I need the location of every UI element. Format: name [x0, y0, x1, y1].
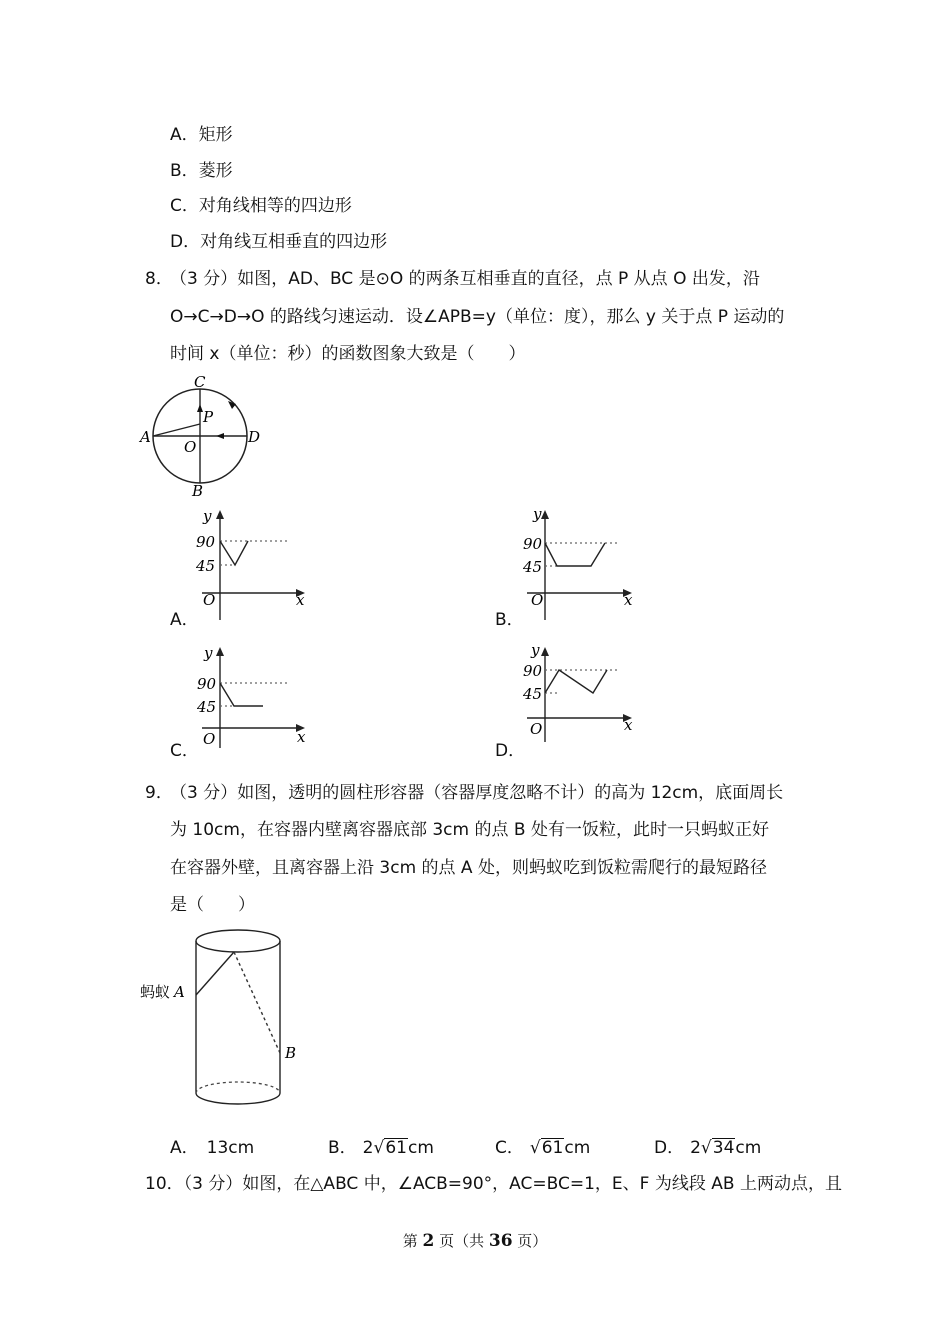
segment-ap: [153, 424, 200, 436]
q9-line3: 在容器外壁，且离容器上沿 3cm 的点 A 处，则蚂蚁吃到饭粒需爬行的最短路径: [170, 858, 767, 878]
q9-option-d: D． 2√34cm: [654, 1138, 762, 1158]
arrow-left-icon: [216, 433, 224, 439]
q8-option-c-label: C．: [170, 741, 199, 761]
svg-text:45: 45: [197, 698, 217, 716]
svg-text:45: 45: [196, 557, 216, 575]
graph-curve: [545, 670, 607, 693]
q9-option-c: C． √61cm: [495, 1138, 591, 1158]
label-b: B: [192, 482, 204, 500]
q10-line1: 10．（3 分）如图，在△ABC 中，∠ACB=90°，AC=BC=1，E、F 为线段 AB 上两动点，且: [145, 1174, 842, 1194]
cylinder-bottom-front: [196, 1093, 280, 1104]
q8-number: 8．: [145, 269, 173, 289]
q8-graph-c: [190, 642, 320, 752]
q8-option-a-label: A．: [170, 610, 199, 630]
q8-graph-d: [515, 642, 645, 747]
q8-line1: （3 分）如图，AD、BC 是⊙O 的两条互相垂直的直径，点 P 从点 O 出发，沿: [170, 269, 760, 289]
svg-text:O: O: [531, 591, 544, 609]
svg-text:x: x: [297, 728, 306, 746]
svg-text:O: O: [530, 720, 543, 738]
total-pages: 36: [488, 1231, 513, 1251]
svg-text:90: 90: [196, 533, 216, 551]
cylinder-bottom-back: [196, 1082, 280, 1093]
graph-curve: [545, 543, 605, 566]
label-p: P: [203, 408, 214, 426]
svg-text:O: O: [203, 730, 216, 748]
q8-line2: O→C→D→O 的路线匀速运动．设∠APB=y（单位：度），那么 y 关于点 P 运动的: [170, 307, 785, 327]
q7-option-a: A．矩形: [170, 125, 233, 145]
svg-text:y: y: [204, 644, 213, 662]
page-number: 2: [422, 1231, 435, 1251]
graph-curve: [220, 541, 248, 565]
svg-text:45: 45: [523, 558, 543, 576]
y-arrow-icon: [541, 647, 549, 656]
ant-path-outer: [196, 952, 234, 995]
q8-option-b-label: B．: [495, 610, 524, 630]
label-a: A: [140, 428, 151, 446]
ant-label: 蚂蚁: [140, 983, 171, 1001]
y-arrow-icon: [216, 647, 224, 656]
svg-text:x: x: [624, 716, 633, 734]
point-b-label: B: [285, 1044, 297, 1062]
point-a-label: A: [174, 983, 185, 1001]
q9-number: 9．: [145, 783, 173, 803]
q9-line4: 是（ ）: [170, 895, 255, 915]
q9-line1: （3 分）如图，透明的圆柱形容器（容器厚度忽略不计）的高为 12cm，底面周长: [170, 783, 784, 803]
y-arrow-icon: [541, 510, 549, 519]
label-c: C: [194, 373, 206, 391]
cylinder-top: [196, 930, 280, 952]
sqrt-icon: √: [700, 1138, 712, 1158]
label-o: O: [184, 438, 197, 456]
q9-option-a: A． 13cm: [170, 1138, 255, 1158]
q7-option-d: D．对角线互相垂直的四边形: [170, 232, 388, 252]
ant-path-inner: [234, 952, 280, 1053]
svg-text:y: y: [531, 642, 540, 659]
y-arrow-icon: [216, 510, 224, 519]
svg-text:O: O: [203, 591, 216, 609]
q8-option-d-label: D．: [495, 741, 526, 761]
q7-option-b: B．菱形: [170, 161, 233, 181]
svg-text:y: y: [203, 507, 212, 525]
q9-option-b: B． 2√61cm: [328, 1138, 434, 1158]
graph-curve: [220, 683, 263, 706]
sqrt-icon: √: [529, 1138, 541, 1158]
q8-graph-a: [190, 505, 320, 625]
svg-text:45: 45: [523, 685, 543, 703]
q8-circle-figure: [138, 370, 268, 500]
svg-text:x: x: [624, 591, 633, 609]
svg-text:y: y: [533, 505, 542, 523]
q9-line2: 为 10cm，在容器内壁离容器底部 3cm 的点 B 处有一饭粒，此时一只蚂蚁正好: [170, 820, 769, 840]
label-d: D: [248, 428, 261, 446]
page-footer: 第 2 页（共 36 页）: [402, 1231, 548, 1251]
svg-text:90: 90: [197, 675, 217, 693]
svg-text:90: 90: [523, 535, 543, 553]
svg-text:90: 90: [523, 662, 543, 680]
sqrt-icon: √: [373, 1138, 385, 1158]
q9-cylinder-figure: [140, 925, 320, 1110]
q7-option-c: C．对角线相等的四边形: [170, 196, 352, 216]
q8-line3: 时间 x（单位：秒）的函数图象大致是（ ）: [170, 344, 526, 364]
svg-text:x: x: [296, 591, 305, 609]
q8-graph-b: [515, 505, 645, 625]
